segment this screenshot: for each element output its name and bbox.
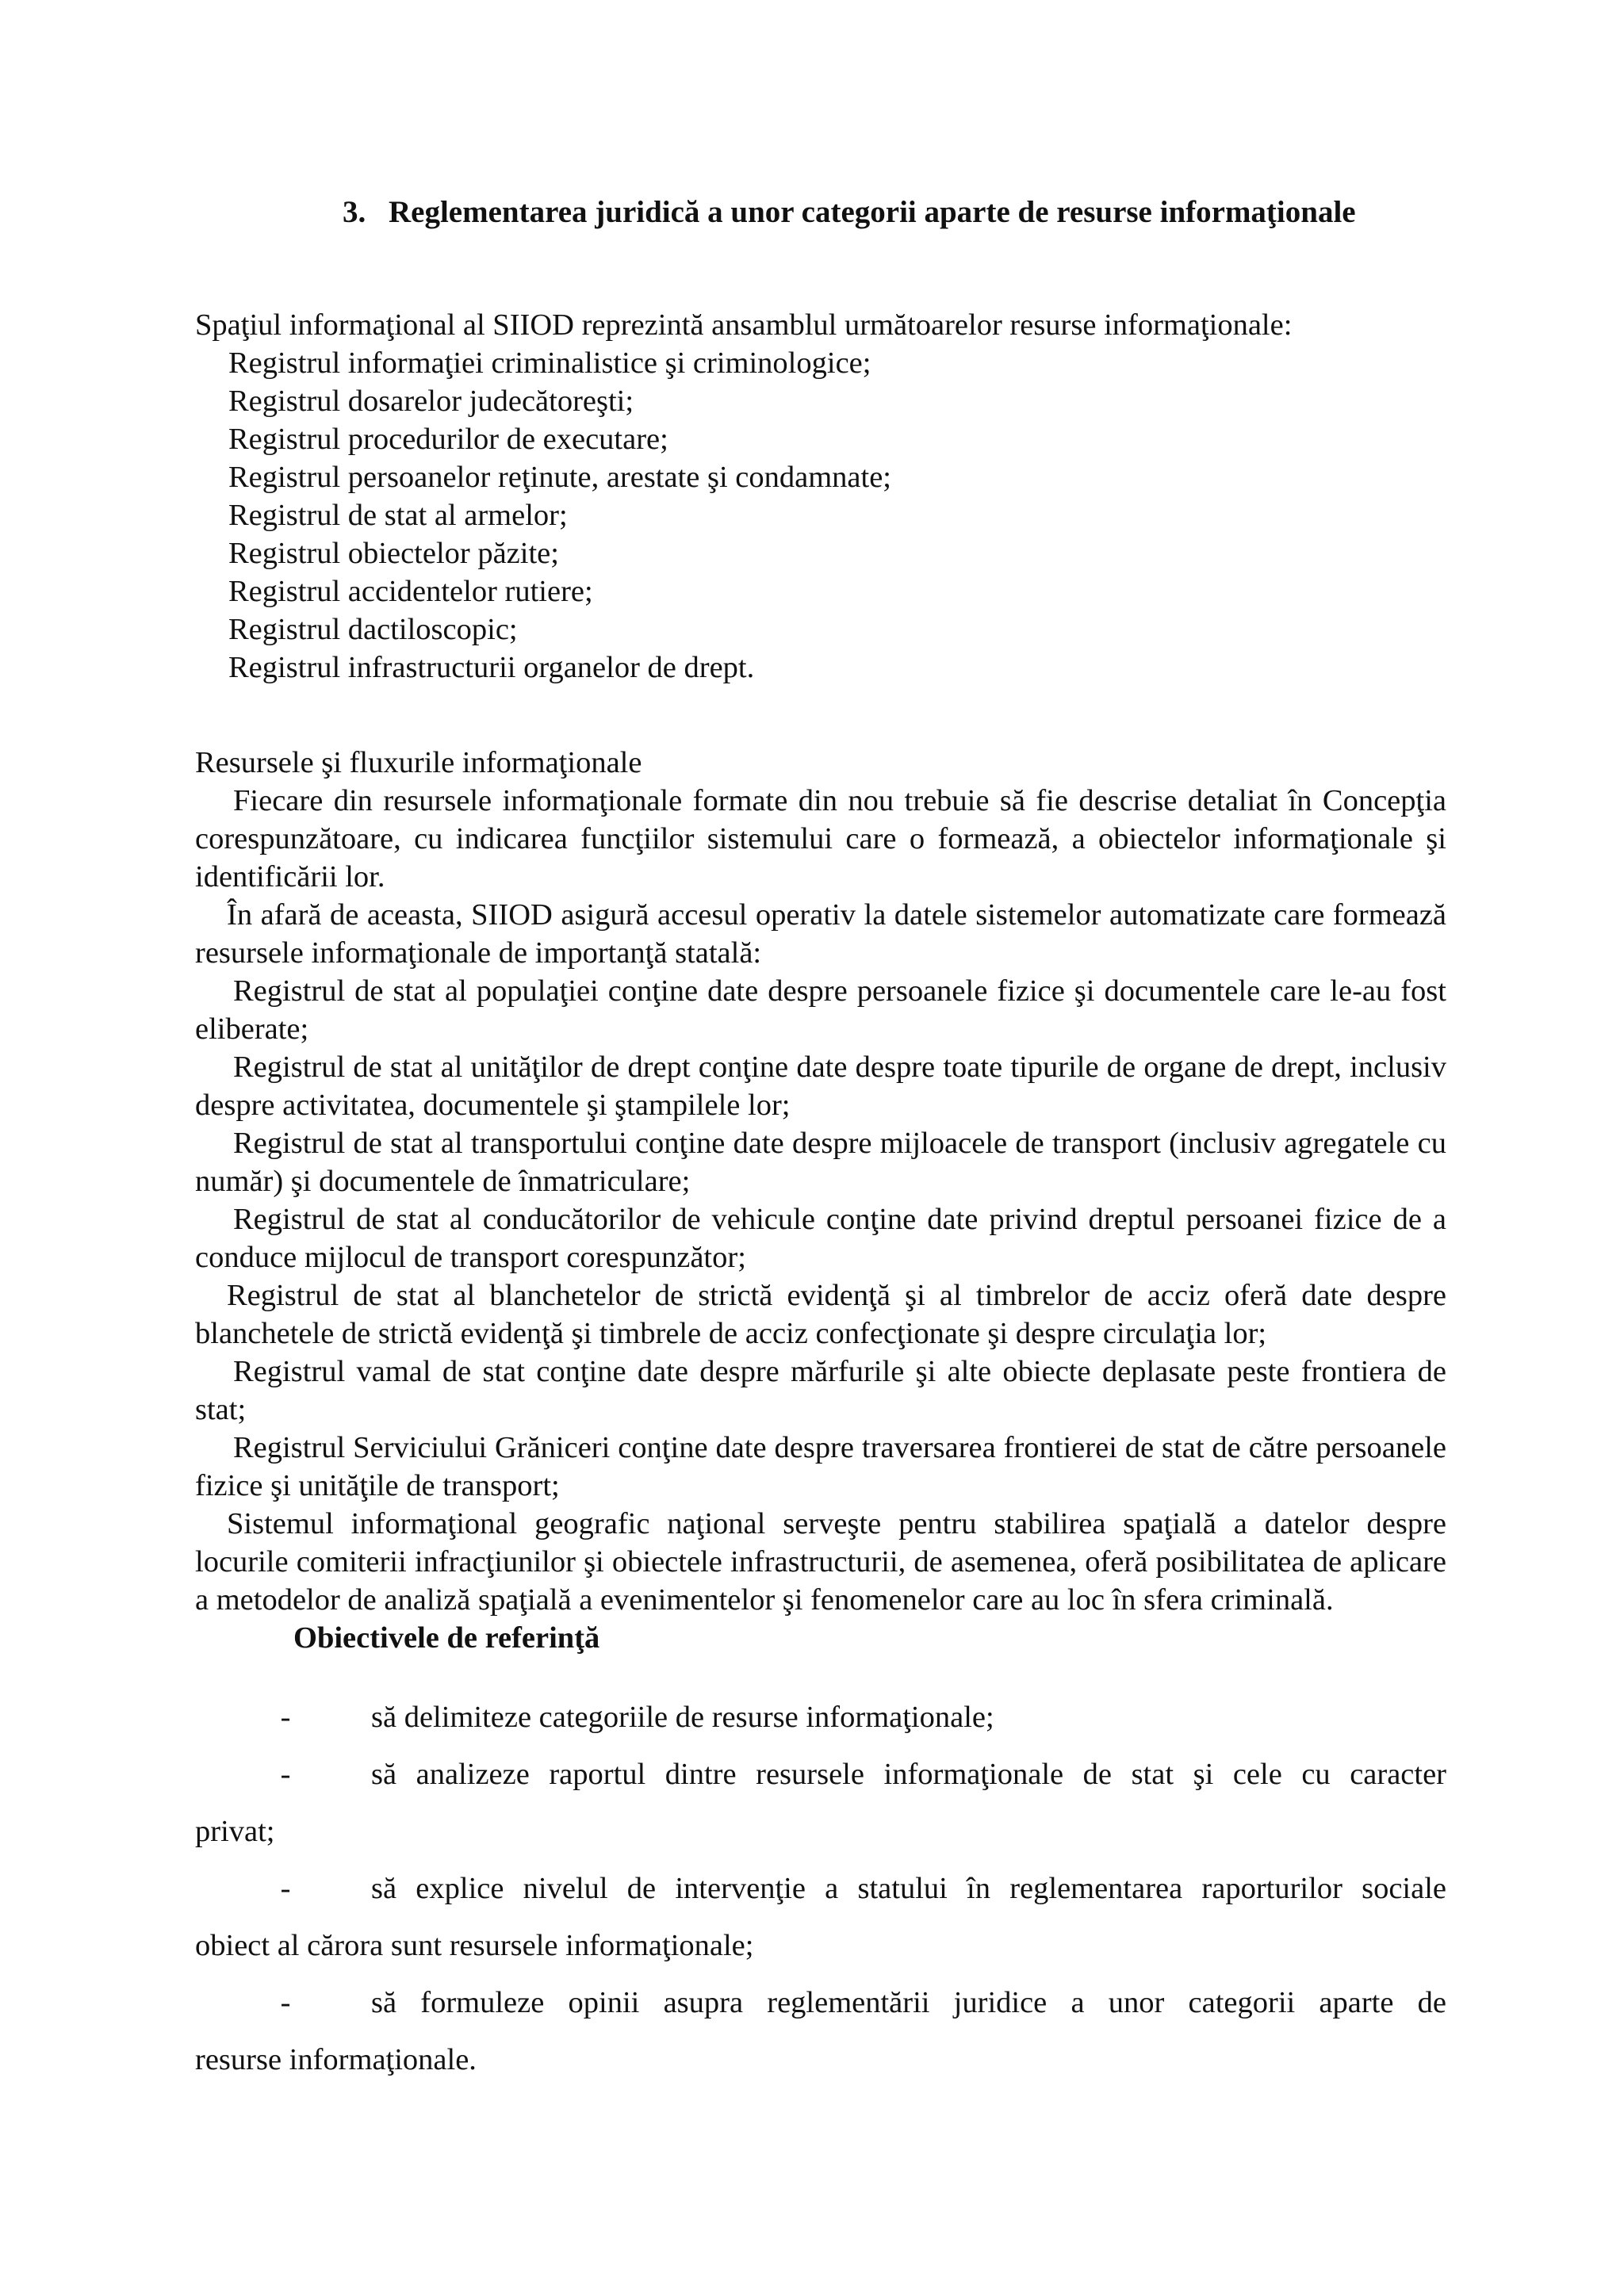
paragraph: Registrul de stat al conducătorilor de vehicule conţine date privind dreptul persoanei fizice de a conduce mijlocul de transport corespunzător; xyxy=(195,1203,1446,1274)
register-item: Registrul informaţiei criminalistice şi criminologice; xyxy=(228,346,871,380)
objective-item xyxy=(195,1755,1446,1850)
dash-bullet: - xyxy=(280,1701,291,1734)
objective-text: să explice nivelul de intervenţie a statului în reglementarea raporturilor sociale xyxy=(371,1872,1446,1905)
dash-bullet: - xyxy=(280,1872,291,1905)
siiod-space-section xyxy=(195,306,1446,687)
intro-lead: Spaţiul informaţional al SIIOD reprezintă ansamblul următoarelor resurse informaţionale: xyxy=(195,308,1293,342)
register-item: Registrul dosarelor judecătoreşti; xyxy=(228,385,634,418)
objective-text: să analizeze raportul dintre resursele informaţionale de stat şi cele cu caracter xyxy=(371,1758,1446,1791)
paragraph: Sistemul informaţional geografic naţional serveşte pentru stabilirea spaţială a datelor despre locurile comiterii infracţiunilor şi obiectele infrastructurii, de asemenea, oferă posibilitatea de aplicare a metodelor de analiză spaţială a evenimentelor şi fenomenelor care au loc în sfera criminală. xyxy=(195,1507,1446,1617)
paragraph: În afară de aceasta, SIIOD asigură accesul operativ la datele sistemelor automatizate care formează resursele informaţionale de importanţă statală: xyxy=(195,898,1446,970)
register-item: Registrul obiectelor păzite; xyxy=(228,537,559,570)
objective-text: să delimiteze categoriile de resurse informaţionale; xyxy=(371,1701,994,1734)
paragraph: Registrul de stat al populaţiei conţine date despre persoanele fizice şi documentele care le-au fost eliberate; xyxy=(195,974,1446,1046)
register-item: Registrul accidentelor rutiere; xyxy=(228,575,593,608)
section-heading xyxy=(343,193,1356,232)
document-page xyxy=(195,0,1446,2296)
register-item: Registrul de stat al armelor; xyxy=(228,499,568,532)
paragraph: Registrul de stat al transportului conţine date despre mijloacele de transport (inclusiv agregatele cu număr) şi documentele de înmatriculare; xyxy=(195,1127,1446,1198)
objective-continuation: resurse informaţionale. xyxy=(195,2043,477,2076)
paragraph: Registrul vamal de stat conţine date despre mărfurile şi alte obiecte deplasate peste frontiera de stat; xyxy=(195,1355,1446,1426)
register-item: Registrul procedurilor de executare; xyxy=(228,423,668,456)
paragraph: Registrul Serviciului Grăniceri conţine date despre traversarea frontierei de stat de către persoanele fizice şi unităţile de transport; xyxy=(195,1431,1446,1502)
register-item: Registrul persoanelor reţinute, arestate şi condamnate; xyxy=(228,461,892,494)
objective-text: să formuleze opinii asupra reglementării juridice a unor categorii aparte de xyxy=(371,1986,1446,2019)
resources-title: Resursele şi fluxurile informaţionale xyxy=(195,746,642,779)
objectives-title: Obiectivele de referinţă xyxy=(293,1621,600,1655)
objective-continuation: privat; xyxy=(195,1815,275,1848)
section-number: 3. xyxy=(343,195,366,229)
objective-item xyxy=(195,1869,1446,1965)
register-item: Registrul infrastructurii organelor de drept. xyxy=(228,651,755,684)
paragraph: Registrul de stat al unităţilor de drept conţine date despre toate tipurile de organe de drept, inclusiv despre activitatea, documentele şi ştampilele lor; xyxy=(195,1050,1446,1122)
dash-bullet: - xyxy=(280,1758,291,1791)
section-title: Reglementarea juridică a unor categorii aparte de resurse informaţionale xyxy=(389,195,1356,229)
paragraph: Registrul de stat al blanchetelor de strictă evidenţă şi al timbrelor de acciz oferă date despre blanchetele de strictă evidenţă şi timbrele de acciz confecţionate şi despre circulaţia lor; xyxy=(195,1279,1446,1350)
objective-item xyxy=(195,1698,1446,1736)
objective-continuation: obiect al cărora sunt resursele informaţionale; xyxy=(195,1929,754,1962)
dash-bullet: - xyxy=(280,1986,291,2019)
paragraph: Fiecare din resursele informaţionale formate din nou trebuie să fie descrise detaliat în Concepţia corespunzătoare, cu indicarea funcţiilor sistemului care o formează, a obiectelor informaţionale şi identificării lor. xyxy=(195,784,1446,894)
resources-section xyxy=(195,744,1446,1657)
register-item: Registrul dactiloscopic; xyxy=(228,613,518,646)
objective-item xyxy=(195,1984,1446,2079)
